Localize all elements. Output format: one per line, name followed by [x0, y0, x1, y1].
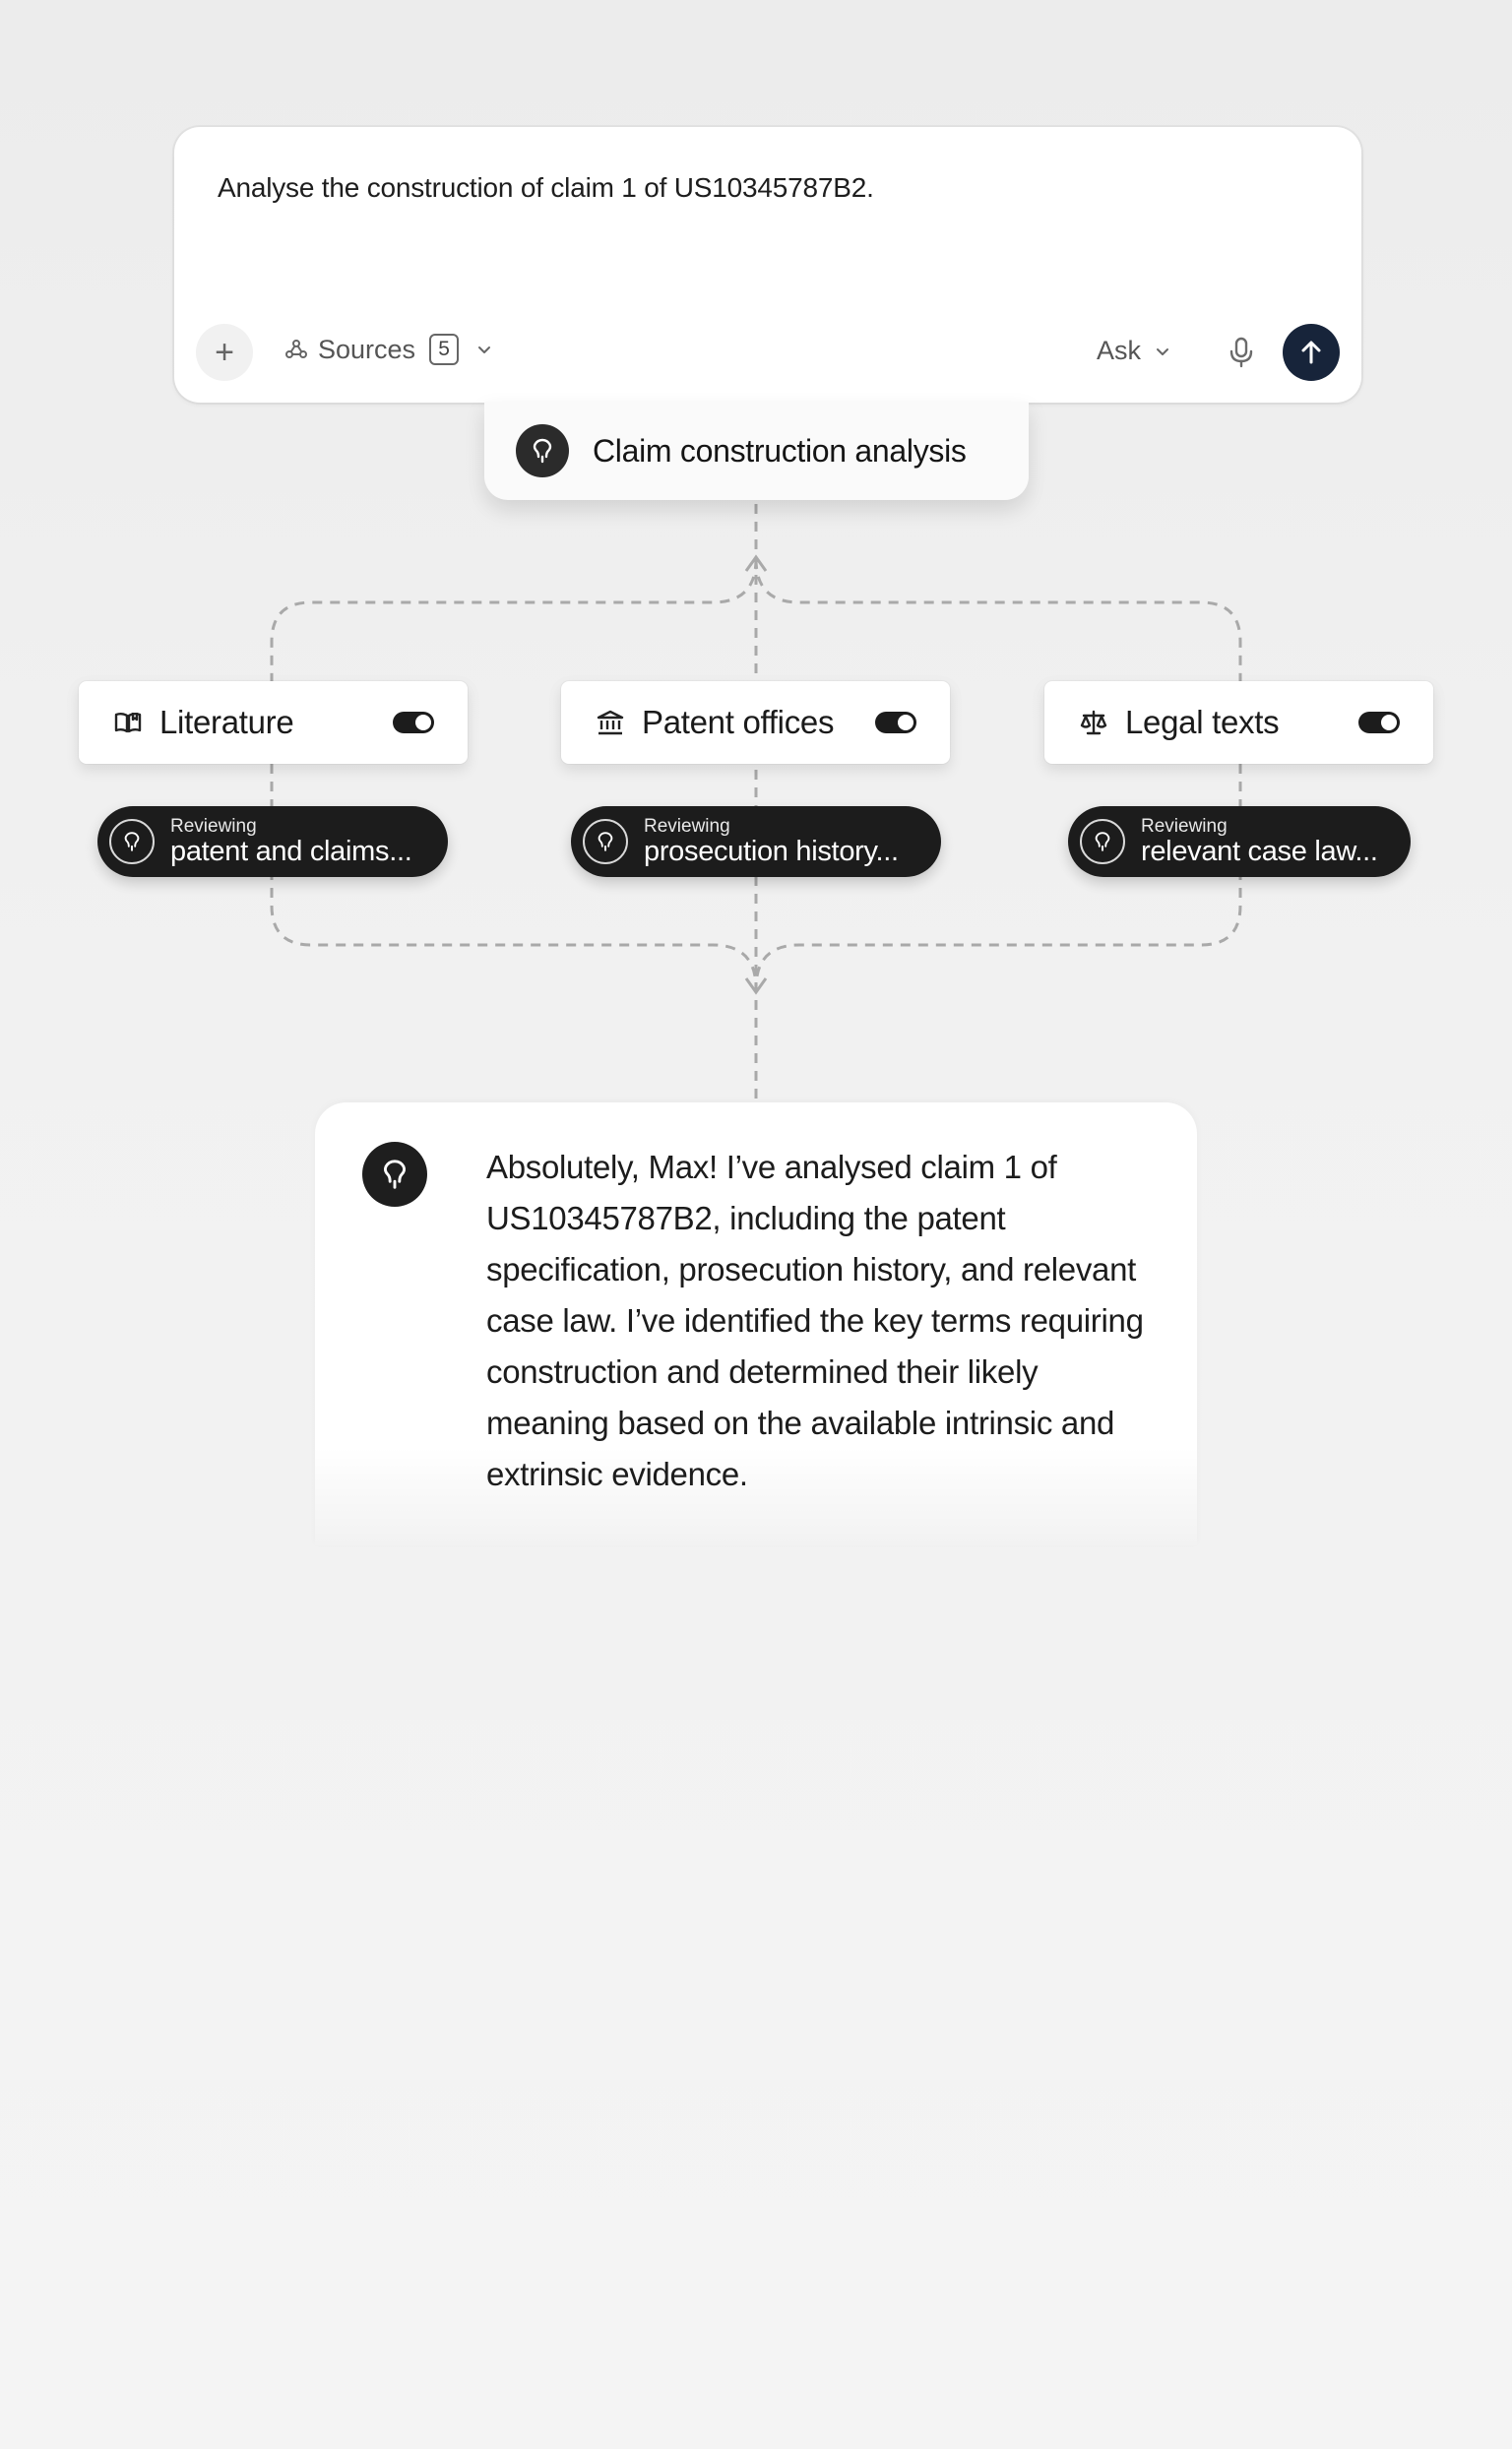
source-toggle[interactable]	[393, 712, 434, 733]
prompt-text[interactable]: Analyse the construction of claim 1 of US10345787B2.	[218, 172, 874, 203]
lightbulb-icon	[1091, 830, 1114, 853]
lightbulb-icon	[528, 436, 557, 466]
assistant-logo	[583, 819, 628, 864]
assistant-logo	[516, 424, 569, 477]
arrow-up-icon	[1296, 338, 1326, 367]
assistant-response-text: Absolutely, Max! I’ve analysed claim 1 of US10345787B2, including the patent specification, prosecution history, and relevant case law. I’ve identified the key terms requiring construction and determined their likely meaning based on the available intrinsic and extrinsic evidence.	[486, 1149, 1144, 1492]
microphone-icon[interactable]	[1222, 332, 1261, 371]
connector-split-left	[272, 559, 756, 681]
plus-icon: +	[215, 333, 234, 371]
source-label: Legal texts	[1125, 704, 1280, 740]
source-label: Literature	[159, 704, 294, 740]
mode-label: Ask	[1097, 336, 1142, 365]
lightbulb-icon	[120, 830, 144, 853]
connector-split-right	[756, 559, 1240, 681]
assistant-logo	[109, 819, 155, 864]
chevron-down-icon	[1153, 342, 1172, 361]
source-label: Patent offices	[642, 704, 835, 740]
source-card-literature[interactable]	[79, 681, 468, 764]
reviewing-subject: patent and claims...	[170, 836, 412, 867]
reviewing-status-patent-offices	[571, 806, 941, 877]
reviewing-status-literature	[97, 806, 448, 877]
arrowhead-top	[746, 557, 766, 571]
arrowhead-bottom	[746, 978, 766, 992]
lightbulb-icon	[594, 830, 617, 853]
send-button[interactable]	[1283, 324, 1340, 381]
lightbulb-icon	[377, 1157, 412, 1192]
sources-count-badge: 5	[429, 334, 459, 365]
source-toggle[interactable]	[875, 712, 916, 733]
task-header	[484, 402, 1029, 500]
assistant-logo	[1080, 819, 1125, 864]
prompt-input-card[interactable]	[174, 127, 1361, 403]
reviewing-subject: relevant case law...	[1141, 836, 1378, 867]
mode-selector[interactable]	[1097, 336, 1172, 366]
webhook-icon	[284, 338, 308, 361]
add-attachment-button[interactable]	[196, 324, 253, 381]
scales-icon	[1078, 707, 1109, 738]
reviewing-status-legal-texts	[1068, 806, 1411, 877]
task-title: Claim construction analysis	[593, 432, 967, 469]
source-card-patent-offices[interactable]	[561, 681, 950, 764]
assistant-avatar	[362, 1142, 427, 1207]
reviewing-label: Reviewing	[170, 816, 257, 837]
reviewing-label: Reviewing	[1141, 816, 1228, 837]
sources-label: Sources	[318, 334, 416, 364]
assistant-response-card	[315, 1102, 1197, 1545]
source-card-legal-texts[interactable]	[1044, 681, 1433, 764]
open-book-icon	[112, 707, 144, 738]
institution-icon	[595, 707, 626, 738]
sources-selector[interactable]	[284, 334, 494, 365]
source-toggle[interactable]	[1358, 712, 1400, 733]
reviewing-label: Reviewing	[644, 816, 730, 837]
reviewing-subject: prosecution history...	[644, 836, 899, 867]
chevron-down-icon	[474, 340, 494, 359]
